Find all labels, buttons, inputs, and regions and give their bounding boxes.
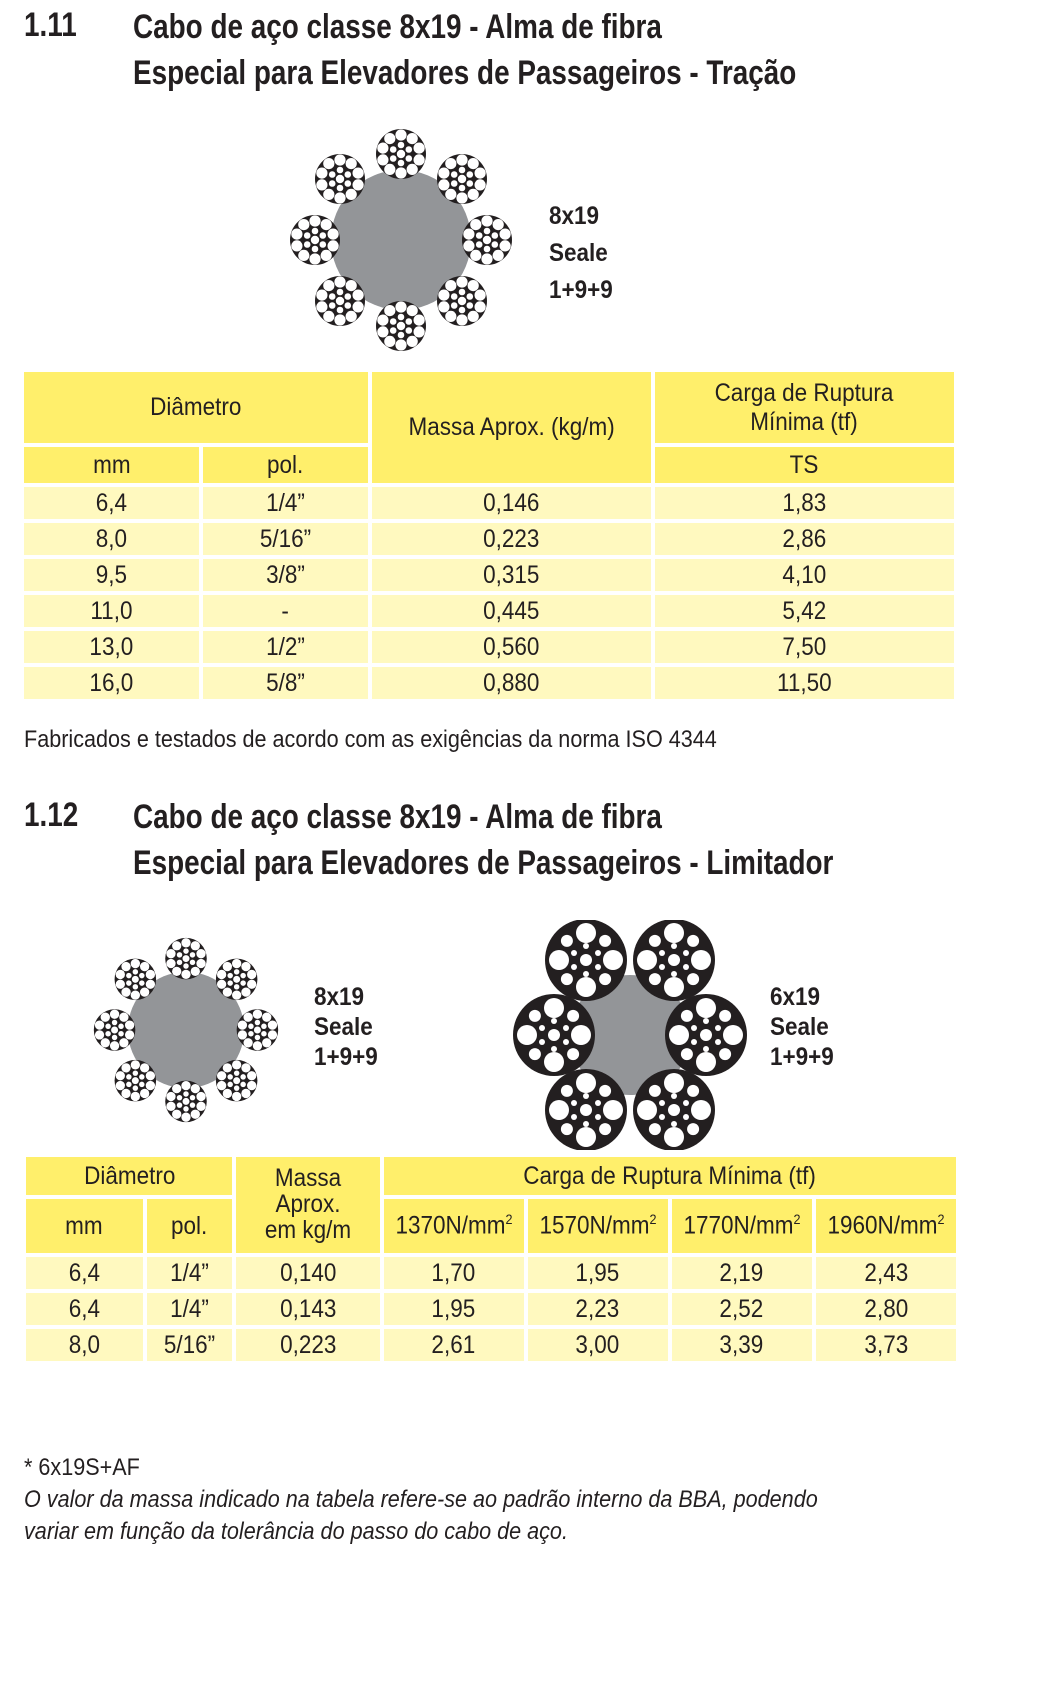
header-grade: $1370N/mm^2$ — [384, 1199, 524, 1253]
cell-massa: 0,143 — [236, 1293, 379, 1325]
footnote-line: variar em função da tolerância do passo do cabo de aço. — [24, 1518, 568, 1545]
cell-g1: 1,95 — [384, 1293, 524, 1325]
rope-spec-line: Seale — [549, 239, 608, 267]
cell-mm: 9,5 — [24, 559, 199, 591]
cell-pol: 1/4” — [203, 487, 368, 519]
header-diametro: Diâmetro — [26, 1157, 232, 1195]
section-title-line2: Especial para Elevadores de Passageiros - Tração — [133, 54, 797, 92]
header-pol: pol. — [147, 1199, 233, 1253]
cell-massa: 0,315 — [372, 559, 650, 591]
cell-ts: 5,42 — [655, 595, 954, 627]
cell-g3: 2,19 — [672, 1257, 812, 1289]
cell-ts: 4,10 — [655, 559, 954, 591]
header-diametro: Diâmetro — [24, 372, 368, 443]
rope-spec-line: 8x19 — [549, 202, 600, 230]
rope-spec-line: 8x19 — [314, 983, 365, 1011]
cell-massa: 0,445 — [372, 595, 650, 627]
section-title-line1: Cabo de aço classe 8x19 - Alma de fibra — [133, 798, 662, 836]
cell-ts: 11,50 — [655, 667, 954, 699]
section-title — [133, 4, 796, 96]
cell-g2: 2,23 — [528, 1293, 668, 1325]
cell-mm: 6,4 — [26, 1257, 143, 1289]
cell-g3: 3,39 — [672, 1329, 812, 1361]
rope-spec-line: Seale — [770, 1013, 829, 1041]
section-title-line2: Especial para Elevadores de Passageiros - Limitador — [133, 844, 834, 882]
cell-pol: 3/8” — [203, 559, 368, 591]
table-row — [24, 595, 954, 627]
cell-mm: 6,4 — [26, 1293, 143, 1325]
rope-spec-line: 1+9+9 — [314, 1043, 378, 1071]
cell-ts: 2,86 — [655, 523, 954, 555]
header-carga: Carga de Ruptura Mínima (tf) — [655, 372, 954, 443]
cell-g4: 2,43 — [816, 1257, 956, 1289]
header-grade: $1770N/mm^2$ — [672, 1199, 812, 1253]
header-ts: TS — [655, 447, 954, 483]
cell-g4: 3,73 — [816, 1329, 956, 1361]
cell-mm: 6,4 — [24, 487, 199, 519]
cell-massa: 0,560 — [372, 631, 650, 663]
cell-g1: 1,70 — [384, 1257, 524, 1289]
cell-mm: 11,0 — [24, 595, 199, 627]
cell-ts: 1,83 — [655, 487, 954, 519]
rope-cross-section-8x19 — [283, 122, 519, 358]
section-number: 1.12 — [24, 796, 79, 834]
iso-note: Fabricados e testados de acordo com as exigências da norma ISO 4344 — [24, 726, 717, 753]
table-row — [24, 523, 954, 555]
footnote-line: * 6x19S+AF — [24, 1454, 140, 1481]
cell-massa: 0,140 — [236, 1257, 379, 1289]
cell-pol: 5/16” — [203, 523, 368, 555]
section-number: 1.11 — [24, 6, 77, 44]
cell-massa: 0,880 — [372, 667, 650, 699]
rope-spec-line: 1+9+9 — [549, 276, 613, 304]
header-grade: $1960N/mm^2$ — [816, 1199, 956, 1253]
section-title-line1: Cabo de aço classe 8x19 - Alma de fibra — [133, 8, 662, 46]
spec-table-traction — [20, 368, 958, 703]
rope-cross-section-6x19 — [512, 920, 748, 1150]
header-massa: Massa Aprox. em kg/m — [236, 1157, 379, 1253]
table-row — [24, 487, 954, 519]
cell-pol: 1/4” — [147, 1293, 233, 1325]
cell-pol: 5/8” — [203, 667, 368, 699]
spec-table-limiter — [22, 1153, 960, 1365]
cell-g2: 1,95 — [528, 1257, 668, 1289]
footnote — [24, 1452, 906, 1548]
cell-g1: 2,61 — [384, 1329, 524, 1361]
rope-spec-line: 1+9+9 — [770, 1043, 834, 1071]
cell-g3: 2,52 — [672, 1293, 812, 1325]
cell-pol: 1/4” — [147, 1257, 233, 1289]
header-mm: mm — [24, 447, 199, 483]
table-row — [26, 1257, 956, 1289]
cell-pol: - — [203, 595, 368, 627]
cell-pol: 5/16” — [147, 1329, 233, 1361]
header-massa: Massa Aprox. (kg/m) — [372, 372, 650, 483]
rope-spec-label — [770, 982, 834, 1072]
cell-mm: 8,0 — [24, 523, 199, 555]
cell-massa: 0,146 — [372, 487, 650, 519]
cell-mm: 16,0 — [24, 667, 199, 699]
cell-pol: 1/2” — [203, 631, 368, 663]
header-grade: $1570N/mm^2$ — [528, 1199, 668, 1253]
header-carga: Carga de Ruptura Mínima (tf) — [384, 1157, 956, 1195]
table-row — [24, 667, 954, 699]
table-row — [26, 1293, 956, 1325]
cell-massa: 0,223 — [372, 523, 650, 555]
rope-spec-label — [549, 198, 613, 309]
cell-massa: 0,223 — [236, 1329, 379, 1361]
cell-mm: 13,0 — [24, 631, 199, 663]
rope-spec-line: 6x19 — [770, 983, 821, 1011]
cell-ts: 7,50 — [655, 631, 954, 663]
footnote-line: O valor da massa indicado na tabela refere-se ao padrão interno da BBA, podendo — [24, 1486, 818, 1513]
rope-spec-line: Seale — [314, 1013, 373, 1041]
cell-mm: 8,0 — [26, 1329, 143, 1361]
cell-g2: 3,00 — [528, 1329, 668, 1361]
cell-g4: 2,80 — [816, 1293, 956, 1325]
header-mm: mm — [26, 1199, 143, 1253]
table-row — [24, 559, 954, 591]
table-row — [24, 631, 954, 663]
table-row — [26, 1329, 956, 1361]
header-pol: pol. — [203, 447, 368, 483]
section-title — [133, 794, 833, 886]
rope-spec-label — [314, 982, 378, 1072]
rope-cross-section-8x19-small — [88, 932, 284, 1128]
